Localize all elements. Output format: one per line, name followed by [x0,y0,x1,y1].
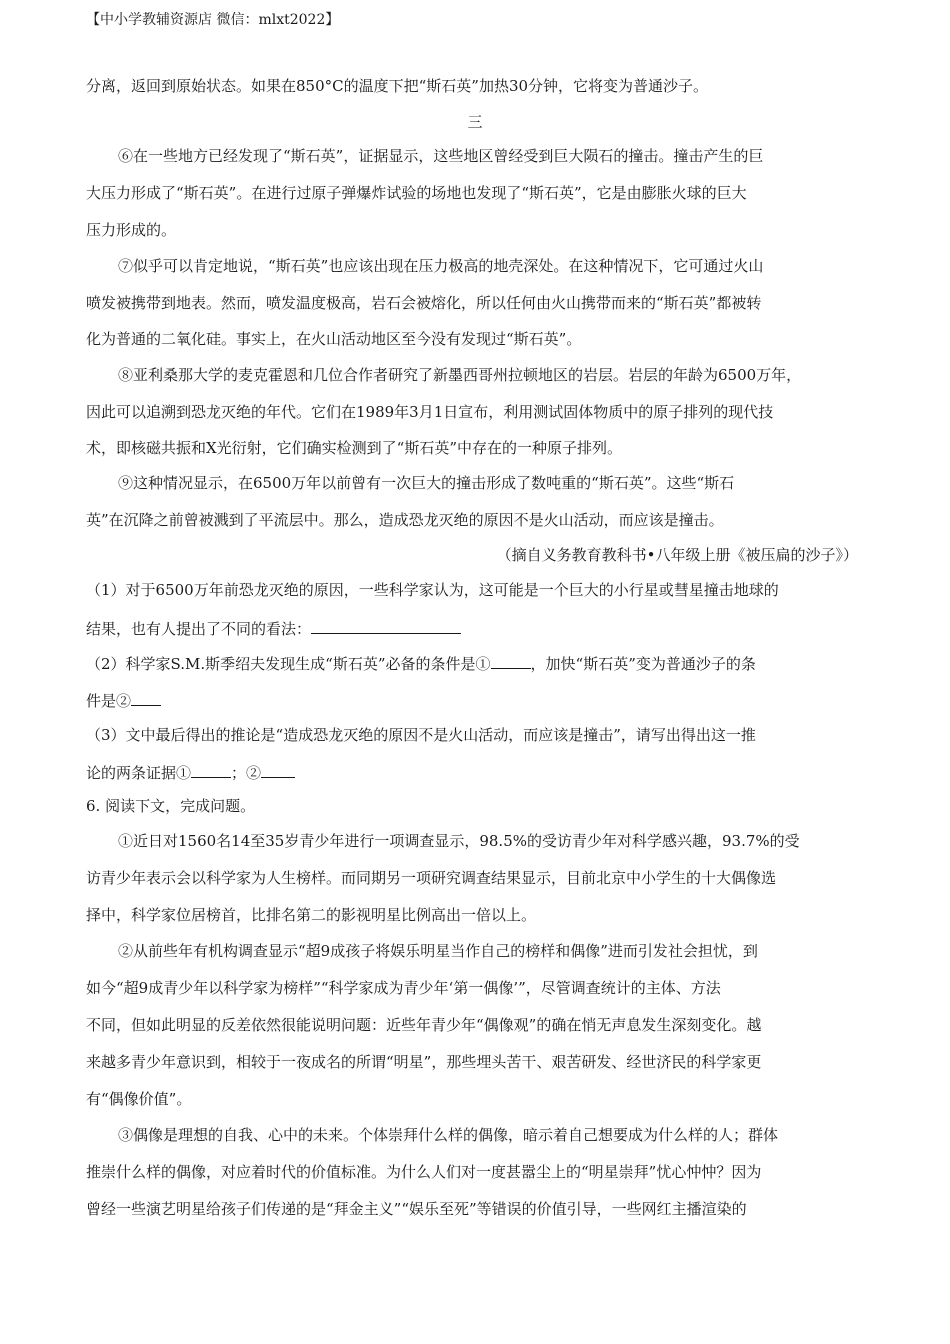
paragraph-8-line: 因此可以追溯到恐龙灭绝的年代。它们在1989年3月1日宣布，利用测试固体物质中的原子排列的现代技 [86,403,774,421]
q6-paragraph-2-line: 如今“超9成青少年以科学家为榜样”“科学家成为青少年‘第一偶像’”，尽管调查统计的主体、方法 [86,979,721,997]
q6-paragraph-3-line: ③偶像是理想的自我、心中的未来。个体崇拜什么样的偶像，暗示着自己想要成为什么样的人；群体 [118,1126,779,1144]
paragraph-7-line: 喷发被携带到地表。然而，喷发温度极高，岩石会被熔化，所以任何由火山携带而来的“斯石英”都被转 [86,294,762,312]
paragraph-8-line: ⑧亚利桑那大学的麦克霍恩和几位合作者研究了新墨西哥州拉顿地区的岩层。岩层的年龄为6500万年， [118,366,802,384]
answer-blank[interactable] [131,689,161,706]
paragraph-7-line: ⑦似乎可以肯定地说，“斯石英”也应该出现在压力极高的地壳深处。在这种情况下，它可通过火山 [118,257,764,275]
question-2-text: 件是② [86,692,132,710]
paragraph-8-line: 术，即核磁共振和X光衍射，它们确实检测到了“斯石英”中存在的一种原子排列。 [86,439,623,457]
paragraph-line: 分离，返回到原始状态。如果在850°C的温度下把“斯石英”加热30分钟，它将变为普通沙子。 [86,77,709,95]
answer-blank[interactable] [491,652,531,669]
q6-paragraph-2-line: 有“偶像价值”。 [86,1090,192,1108]
question-3-line [86,761,876,783]
q6-paragraph-1-line: 择中，科学家位居榜首，比排名第二的影视明星比例高出一倍以上。 [86,906,537,924]
paragraph-6-line: 压力形成的。 [86,221,177,239]
question-3-text: 论的两条证据① [86,764,192,782]
question-1-text: 结果，也有人提出了不同的看法： [86,620,312,638]
q6-paragraph-2-line: ②从前些年有机构调查显示“超9成孩子将娱乐明星当作自己的榜样和偶像”进而引发社会担忧，到 [118,942,758,960]
question-2-text: ，加快“斯石英”变为普通沙子的条 [530,655,756,673]
answer-blank[interactable] [191,761,231,778]
q6-paragraph-1-line: ①近日对1560名14至35岁青少年进行一项调查显示，98.5%的受访青少年对科学感兴趣，93.7%的受 [118,832,800,850]
source-citation: （摘自义务教育教科书•八年级上册《被压扁的沙子》） [496,546,858,564]
question-2-line [86,689,876,711]
paragraph-9-line: 英”在沉降之前曾被溅到了平流层中。那么，造成恐龙灭绝的原因不是火山活动，而应该是撞击。 [86,511,724,529]
question-1-line [86,617,876,639]
paragraph-7-line: 化为普通的二氧化硅。事实上，在火山活动地区至今没有发现过“斯石英”。 [86,330,582,348]
question-2-text: （2）科学家S.M.斯季绍夫发现生成“斯石英”必备的条件是① [86,655,491,673]
question-2-line [86,652,876,674]
watermark-header: 【中小学教辅资源店 微信：mlxt2022】 [86,12,340,28]
q6-paragraph-1-line: 访青少年表示会以科学家为人生榜样。而同期另一项研究调查结果显示，目前北京中小学生的十大偶像选 [86,869,777,887]
question-3-line: （3）文中最后得出的推论是“造成恐龙灭绝的原因不是火山活动，而应该是撞击”，请写出得出这一推 [86,726,756,744]
q6-paragraph-3-line: 曾经一些演艺明星给孩子们传递的是“拜金主义”“娱乐至死”等错误的价值引导，一些网红主播渲染的 [86,1200,747,1218]
paragraph-6-line: 大压力形成了“斯石英”。在进行过原子弹爆炸试验的场地也发现了“斯石英”，它是由膨胀火球的巨大 [86,184,747,202]
question-6-title: 6. 阅读下文，完成问题。 [86,797,256,815]
q6-paragraph-3-line: 推崇什么样的偶像，对应着时代的价值标准。为什么人们对一度甚嚣尘上的“明星崇拜”忧心忡忡？因为 [86,1163,762,1181]
paragraph-6-line: ⑥在一些地方已经发现了“斯石英”，证据显示，这些地区曾经受到巨大陨石的撞击。撞击产生的巨 [118,147,764,165]
answer-blank[interactable] [261,761,295,778]
answer-blank[interactable] [311,617,461,634]
q6-paragraph-2-line: 不同，但如此明显的反差依然很能说明问题：近些年青少年“偶像观”的确在悄无声息发生深刻变化。越 [86,1016,762,1034]
question-3-text: ；② [231,764,262,782]
q6-paragraph-2-line: 来越多青少年意识到，相较于一夜成名的所谓“明星”，那些埋头苦干、艰苦研发、经世济民的科学家更 [86,1053,762,1071]
paragraph-9-line: ⑨这种情况显示，在6500万年以前曾有一次巨大的撞击形成了数吨重的“斯石英”。这些“斯石 [118,474,735,492]
question-1-line: （1）对于6500万年前恐龙灭绝的原因，一些科学家认为，这可能是一个巨大的小行星或彗星撞击地球的 [86,581,779,599]
section-heading: 三 [467,113,483,131]
